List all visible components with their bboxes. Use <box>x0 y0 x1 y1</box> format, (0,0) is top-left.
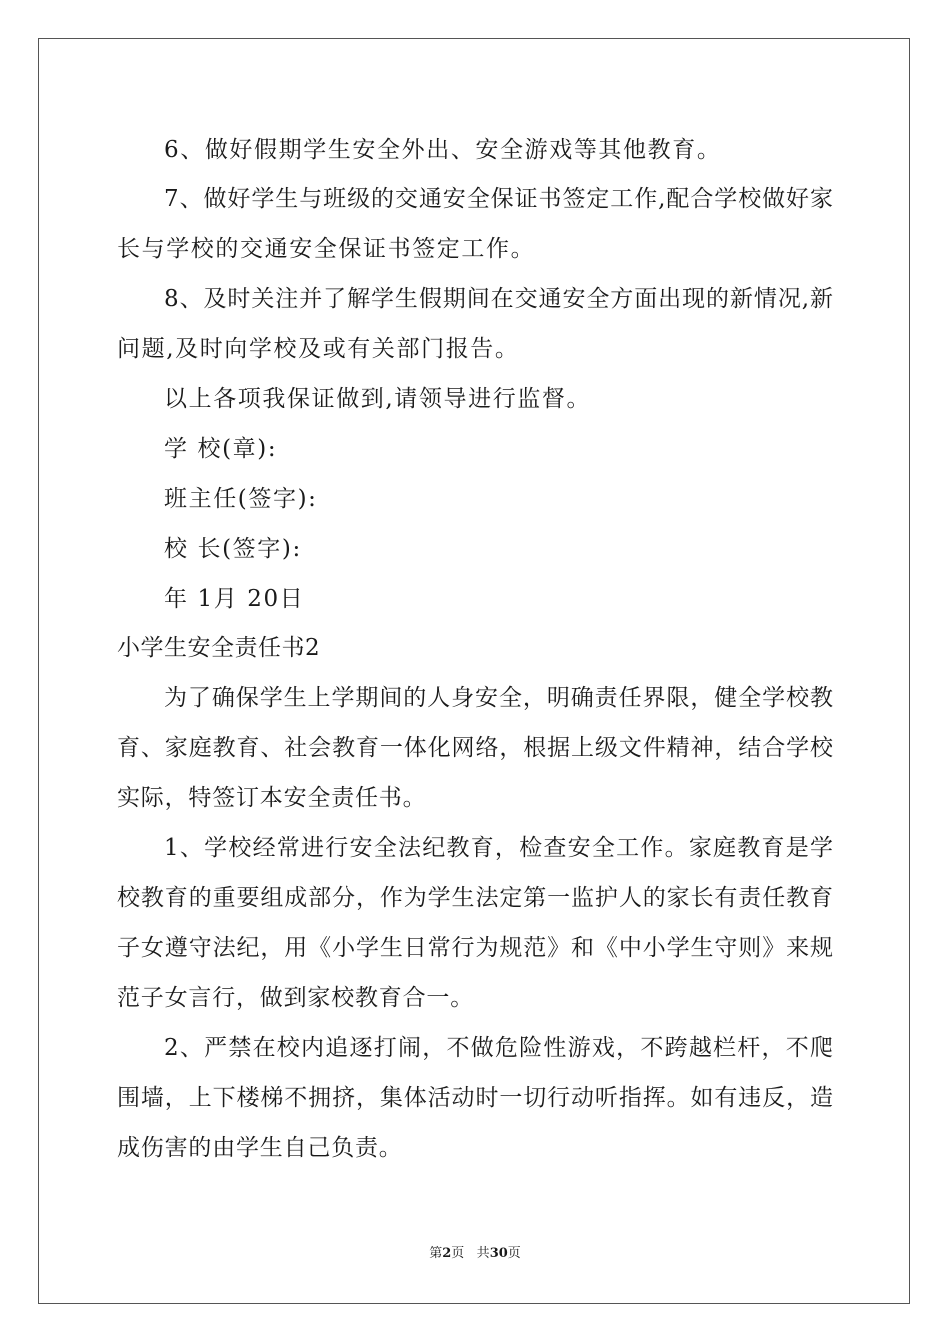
paragraph-line: 问题,及时向学校及或有关部门报告。 <box>117 336 520 362</box>
date-line: 年 1月 20日 <box>164 586 305 612</box>
paragraph-line: 6、做好假期学生安全外出、安全游戏等其他教育。 <box>164 137 722 163</box>
page-footer <box>0 1245 950 1263</box>
paragraph-line: 长与学校的交通安全保证书签定工作。 <box>117 236 536 262</box>
footer-total-suffix: 页 <box>507 1246 521 1261</box>
footer-total-prefix: 共 <box>476 1246 490 1261</box>
paragraph-line: 育、家庭教育、社会教育一体化网络，根据上级文件精神，结合学校 <box>117 735 833 761</box>
footer-total-pages: 30 <box>489 1246 508 1261</box>
paragraph-line: 为了确保学生上学期间的人身安全，明确责任界限，健全学校教 <box>164 685 833 711</box>
paragraph-line: 8、及时关注并了解学生假期间在交通安全方面出现的新情况,新 <box>164 286 833 312</box>
signature-teacher-label: 班主任(签字): <box>164 486 318 512</box>
paragraph-line: 校教育的重要组成部分，作为学生法定第一监护人的家长有责任教育 <box>117 885 833 911</box>
paragraph-line: 子女遵守法纪，用《小学生日常行为规范》和《中小学生守则》来规 <box>117 935 833 961</box>
footer-page-suffix: 页 <box>451 1246 465 1261</box>
paragraph-line: 围墙，上下楼梯不拥挤，集体活动时一切行动听指挥。如有违反，造 <box>117 1085 833 1111</box>
page-border <box>38 38 910 1304</box>
footer-page-number: 2 <box>442 1246 452 1261</box>
section-title: 小学生安全责任书2 <box>117 635 321 661</box>
signature-school-label: 学 校(章): <box>164 436 278 462</box>
paragraph-line: 成伤害的由学生自己负责。 <box>117 1135 403 1161</box>
paragraph-line: 范子女言行，做到家校教育合一。 <box>117 985 474 1011</box>
paragraph-line: 1、学校经常进行安全法纪教育，检查安全工作。家庭教育是学 <box>164 835 833 861</box>
signature-principal-label: 校 长(签字): <box>164 536 302 562</box>
paragraph-line: 7、做好学生与班级的交通安全保证书签定工作,配合学校做好家 <box>164 186 833 212</box>
paragraph-line: 以上各项我保证做到,请领导进行监督。 <box>164 386 592 412</box>
footer-prefix: 第 <box>429 1246 443 1261</box>
paragraph-line: 2、严禁在校内追逐打闹，不做危险性游戏，不跨越栏杆，不爬 <box>164 1035 833 1061</box>
paragraph-line: 实际，特签订本安全责任书。 <box>117 785 427 811</box>
